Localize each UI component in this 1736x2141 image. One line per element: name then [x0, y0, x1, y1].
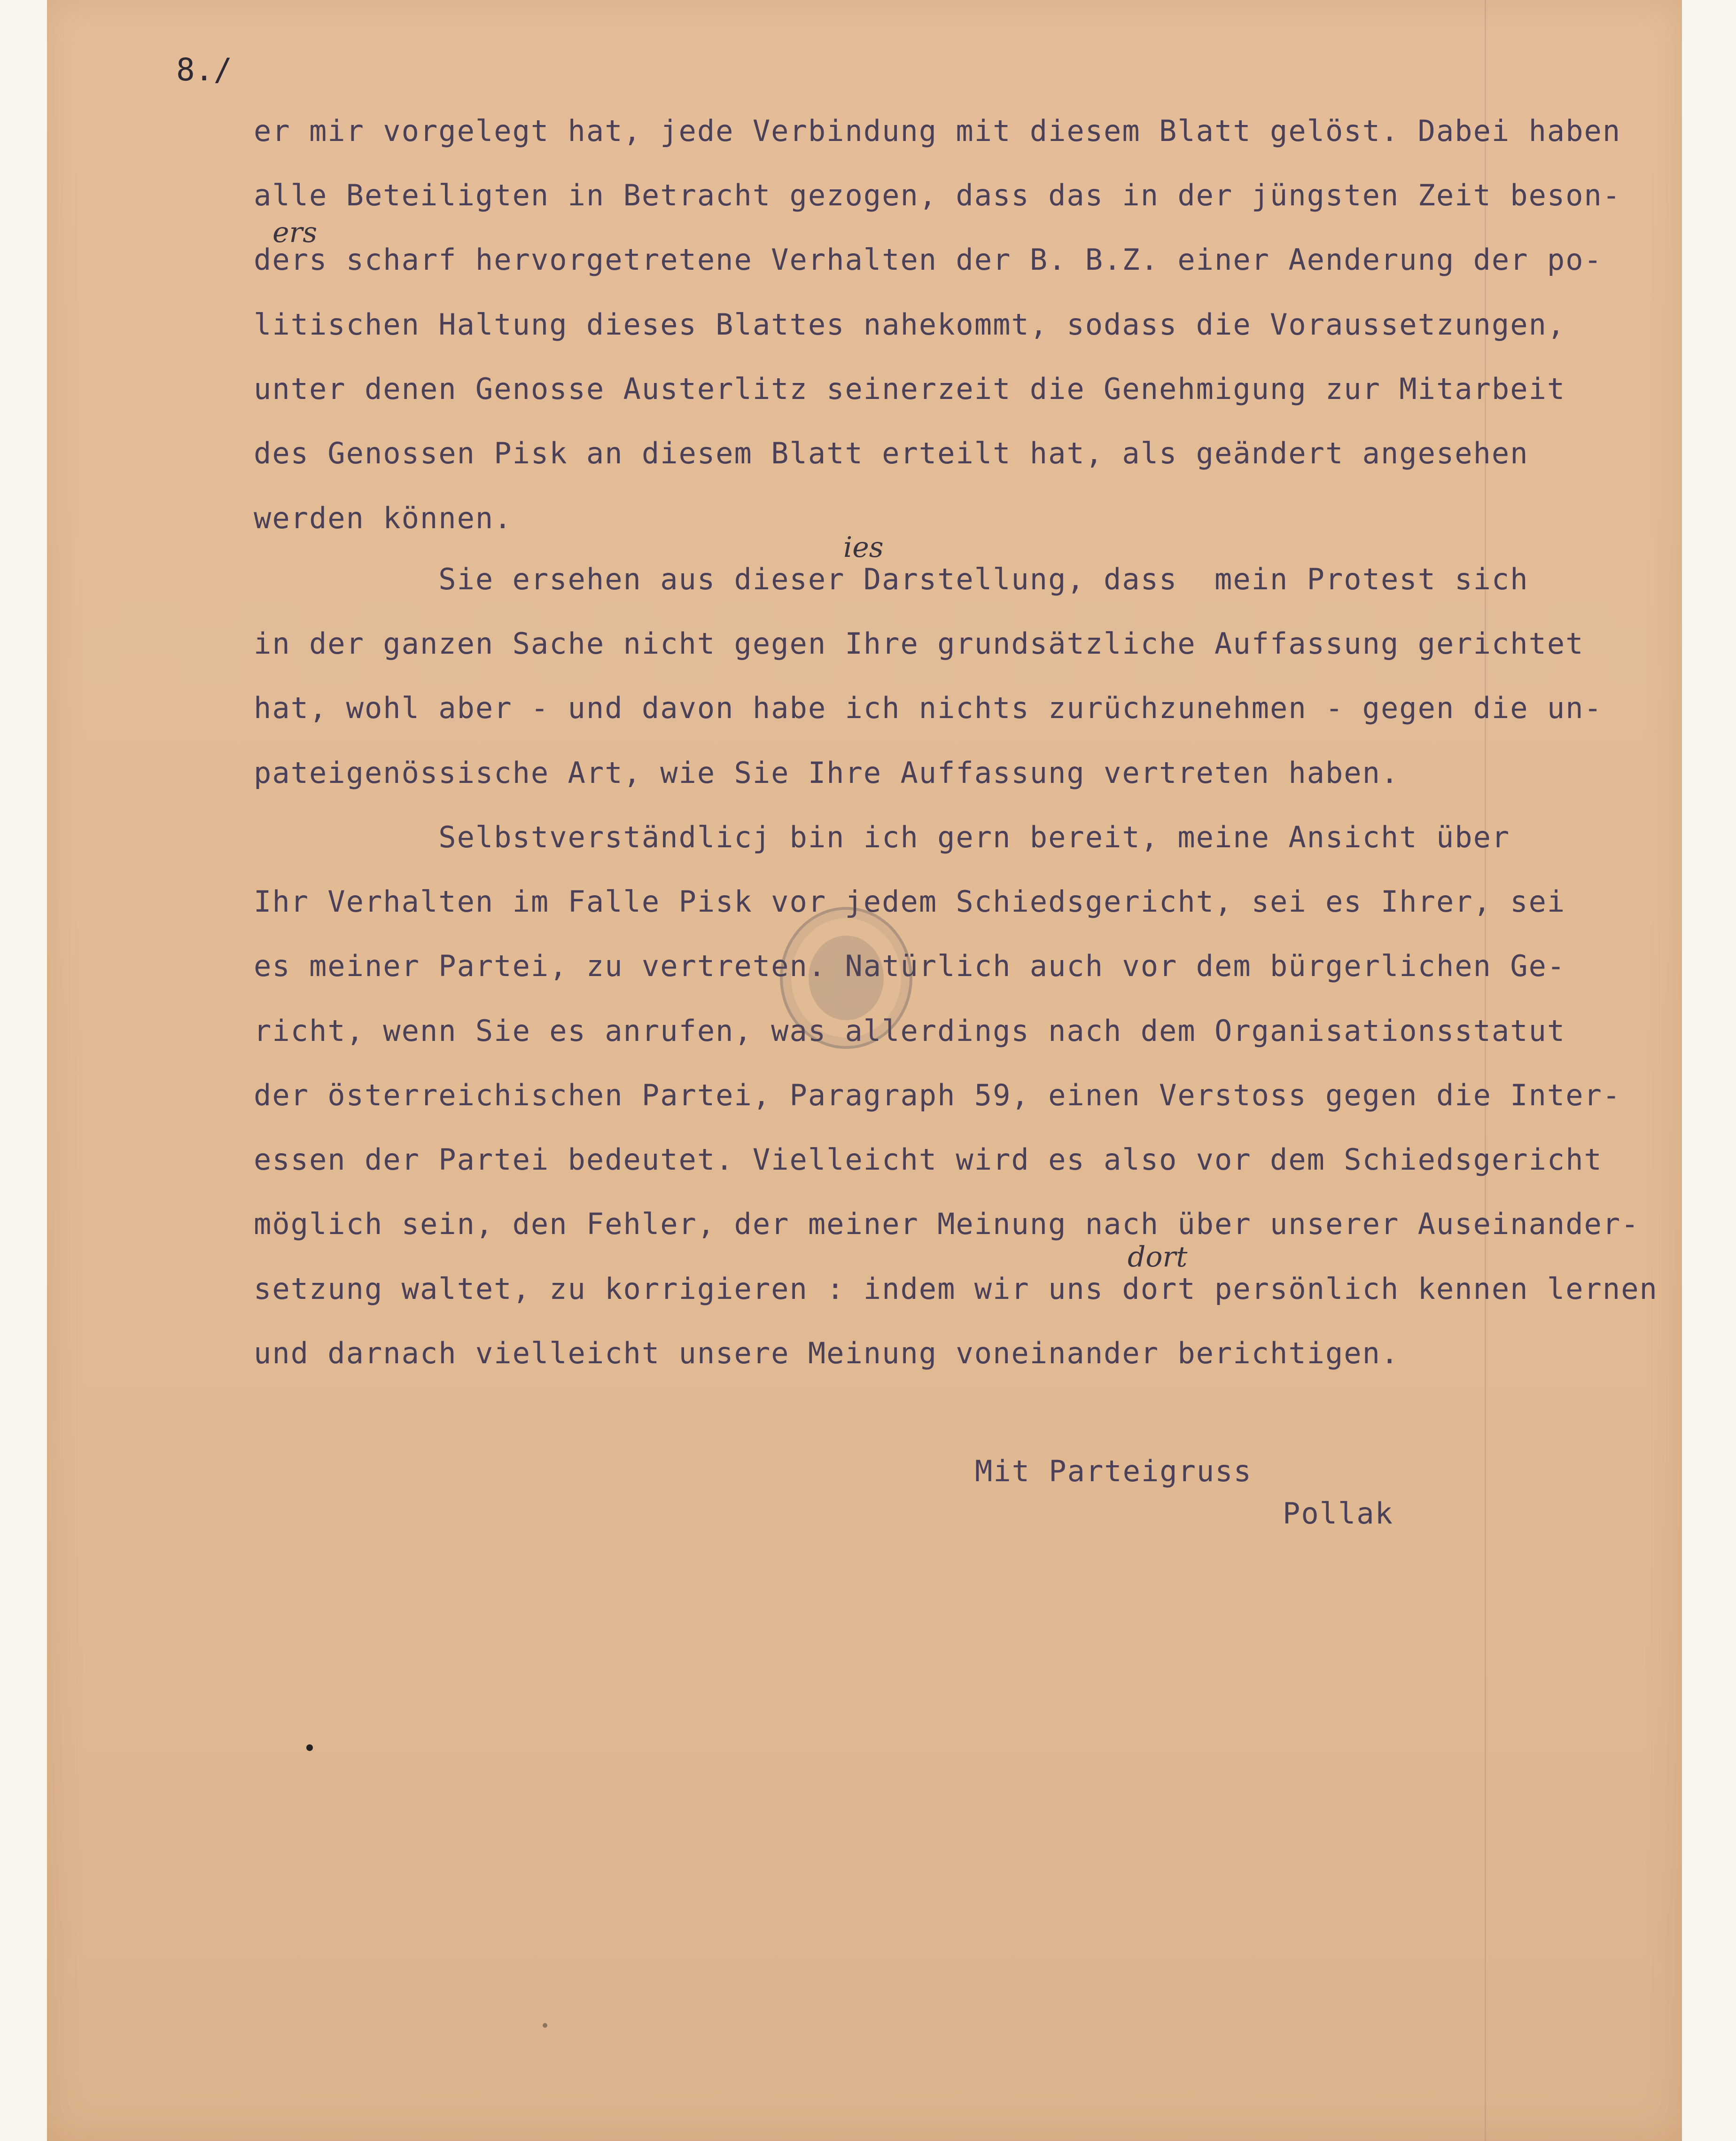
closing-greeting: Mit Parteigruss — [975, 1454, 1252, 1488]
text-line: der österreichischen Partei, Paragraph 59, einen Verstoss gegen die Inter- — [254, 1078, 1621, 1112]
text-line: essen der Partei bedeutet. Vielleicht wird es also vor dem Schiedsgericht — [254, 1142, 1603, 1177]
text-line: ders scharf hervorgetretene Verhalten der B. B.Z. einer Aenderung der po- — [254, 242, 1603, 277]
page-number: 8./ — [176, 52, 233, 88]
text-line: möglich sein, den Fehler, der meiner Meinung nach über unserer Auseinander- — [254, 1207, 1640, 1241]
text-line: hat, wohl aber - und davon habe ich nichts zurüchzunehmen - gegen die un- — [254, 691, 1603, 725]
handwritten-insertion: ers — [272, 216, 317, 249]
text-line: unter denen Genosse Austerlitz seinerzeit die Genehmigung zur Mitarbeit — [254, 372, 1566, 406]
handwritten-insertion: dort — [1128, 1241, 1188, 1274]
stamp-emblem — [809, 936, 884, 1020]
handwritten-insertion: ies — [843, 531, 884, 564]
text-line: werden können. — [254, 501, 513, 535]
ink-dot — [306, 1744, 313, 1751]
text-line: setzung waltet, zu korrigieren : indem wir uns dort persönlich kennen lernen — [254, 1272, 1658, 1306]
text-line: litischen Haltung dieses Blattes nahekommt, sodass die Voraussetzungen, — [254, 307, 1566, 342]
text-line: pateigenössische Art, wie Sie Ihre Auffassung vertreten haben. — [254, 756, 1400, 790]
paper-spot — [543, 2023, 547, 2028]
text-line: des Genossen Pisk an diesem Blatt erteilt hat, als geändert angesehen — [254, 436, 1529, 470]
text-line: Selbstverständlicj bin ich gern bereit, meine Ansicht über — [254, 820, 1510, 854]
text-line: es meiner Partei, zu vertreten. Natürlich auch vor dem bürgerlichen Ge- — [254, 949, 1566, 983]
archive-stamp — [780, 907, 912, 1049]
text-line: er mir vorgelegt hat, jede Verbindung mit diesem Blatt gelöst. Dabei haben — [254, 114, 1621, 148]
text-line: richt, wenn Sie es anrufen, was allerdings nach dem Organisationsstatut — [254, 1014, 1566, 1048]
text-line: Sie ersehen aus dieser Darstellung, dass mein Protest sich — [254, 562, 1529, 596]
signature: Pollak — [1283, 1496, 1393, 1531]
text-line: und darnach vielleicht unsere Meinung voneinander berichtigen. — [254, 1336, 1400, 1370]
text-line: alle Beteiligten in Betracht gezogen, dass das in der jüngsten Zeit beson- — [254, 178, 1621, 212]
text-line: in der ganzen Sache nicht gegen Ihre grundsätzliche Auffassung gerichtet — [254, 626, 1584, 661]
text-line: Ihr Verhalten im Falle Pisk vor jedem Schiedsgericht, sei es Ihrer, sei — [254, 884, 1566, 919]
